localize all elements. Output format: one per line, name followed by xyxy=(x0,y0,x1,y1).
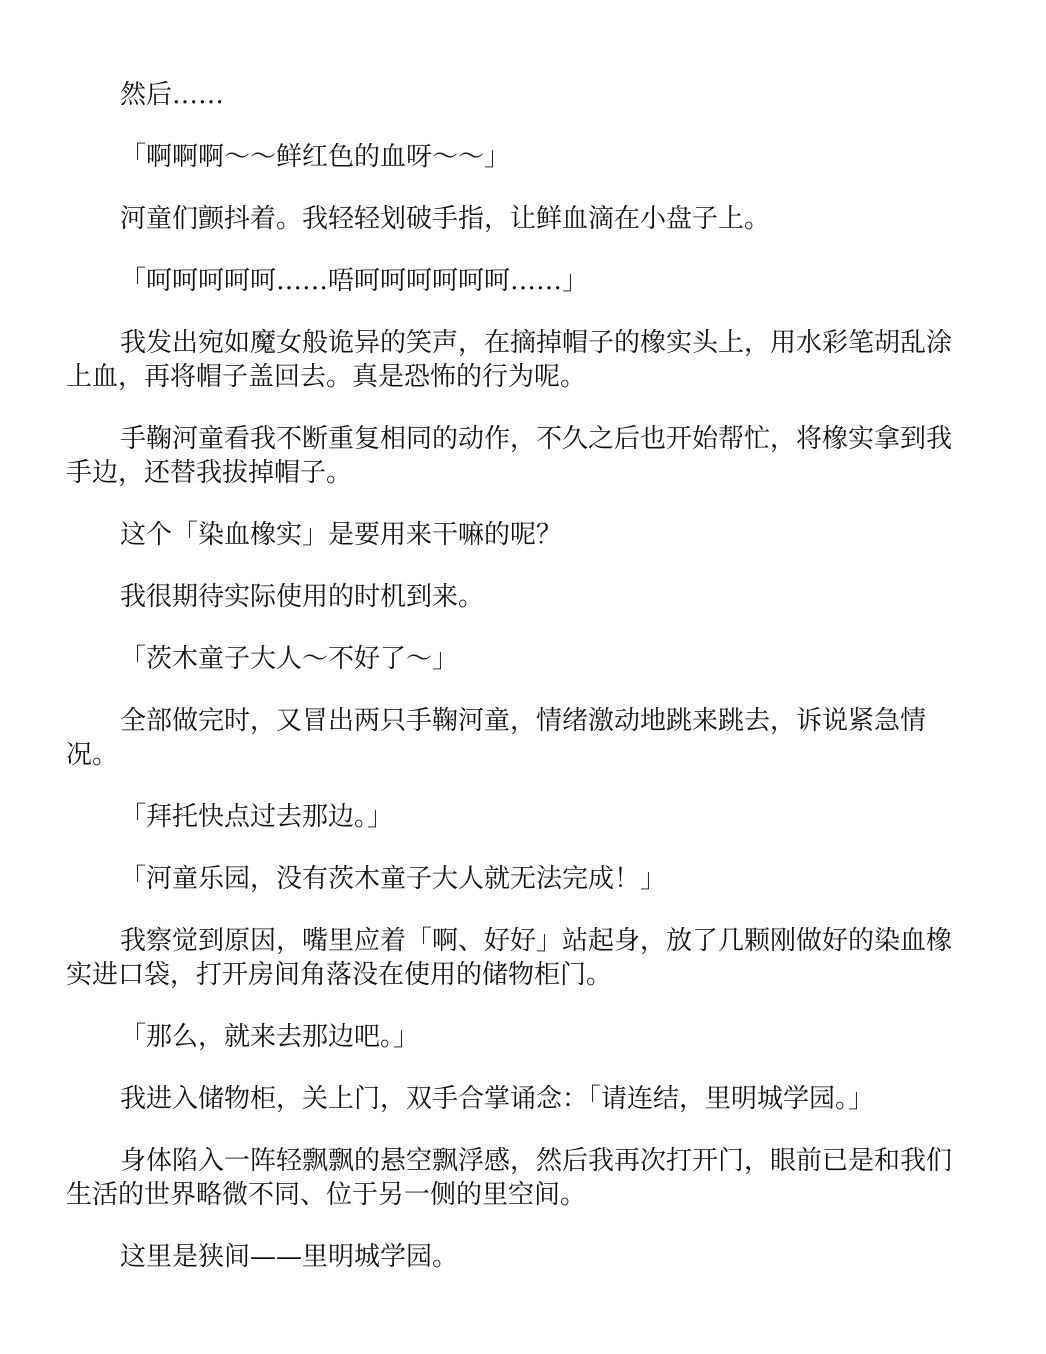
paragraph-15: 我进入储物柜，关上门，双手合掌诵念：「请连结，里明城学园。」 xyxy=(120,1084,875,1114)
paragraph-3: 河童们颤抖着。我轻轻划破手指，让鲜血滴在小盘子上。 xyxy=(120,204,771,234)
paragraph-8: 我很期待实际使用的时机到来。 xyxy=(120,582,485,612)
paragraph-9: 「茨木童子大人～不好了～」 xyxy=(120,644,459,674)
paragraph-5: 我发出宛如魔女般诡异的笑声，在摘掉帽子的橡实头上，用水彩笔胡乱涂上血，再将帽子盖回去。真是恐怖的行为呢。 xyxy=(66,328,953,392)
paragraph-14: 「那么，就来去那边吧。」 xyxy=(120,1022,420,1052)
paragraph-7: 这个「染血橡实」是要用来干嘛的呢？ xyxy=(120,520,563,550)
paragraph-17: 这里是狭间——里明城学园。 xyxy=(120,1242,459,1272)
paragraph-4: 「呵呵呵呵呵……唔呵呵呵呵呵呵……」 xyxy=(120,266,589,296)
paragraph-16: 身体陷入一阵轻飘飘的悬空飘浮感，然后我再次打开门，眼前已是和我们生活的世界略微不同、位于另一侧的里空间。 xyxy=(66,1146,953,1210)
paragraph-12: 「河童乐园，没有茨木童子大人就无法完成！」 xyxy=(120,864,667,894)
paragraph-10: 全部做完时，又冒出两只手鞠河童，情绪激动地跳来跳去，诉说紧急情况。 xyxy=(66,706,927,770)
paragraph-11: 「拜托快点过去那边。」 xyxy=(120,802,394,832)
paragraph-6: 手鞠河童看我不断重复相同的动作，不久之后也开始帮忙，将橡实拿到我手边，还替我拔掉帽子。 xyxy=(66,424,953,488)
paragraph-13: 我察觉到原因，嘴里应着「啊、好好」站起身，放了几颗刚做好的染血橡实进口袋，打开房间角落没在使用的储物柜门。 xyxy=(66,926,953,990)
document-page xyxy=(66,78,976,1302)
paragraph-2: 「啊啊啊～～鲜红色的血呀～～」 xyxy=(120,142,511,172)
paragraph-1: 然后…… xyxy=(120,80,225,110)
